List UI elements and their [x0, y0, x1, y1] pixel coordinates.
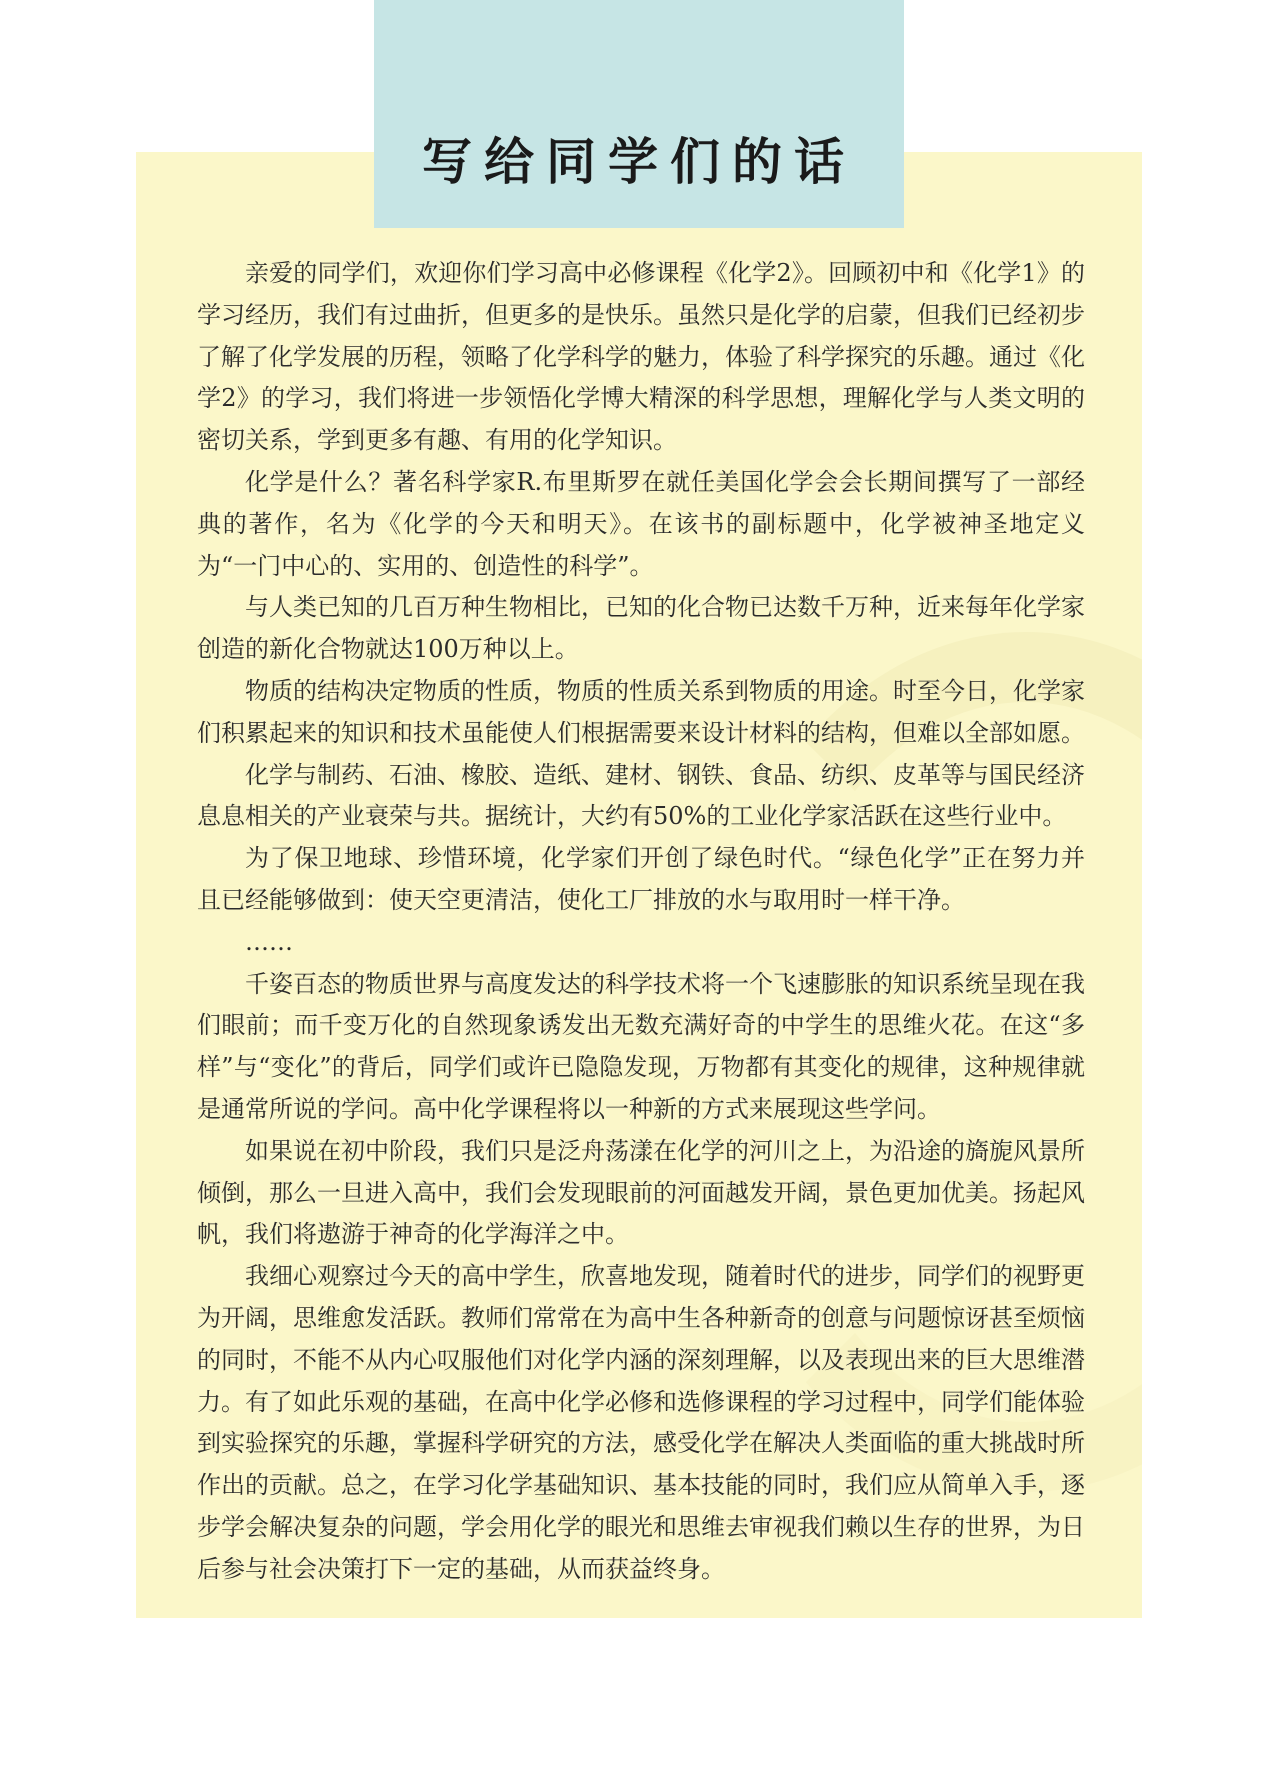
paragraph: 与人类已知的几百万种生物相比，已知的化合物已达数千万种，近来每年化学家创造的新化合物就达100万种以上。: [197, 593, 1085, 664]
paragraph: 化学是什么？著名科学家R.布里斯罗在就任美国化学会会长期间撰写了一部经典的著作，名为《化学的今天和明天》。在该书的副标题中，化学被神圣地定义为“一门中心的、实用的、创造性的科学”。: [197, 467, 1085, 580]
paragraph: 我细心观察过今天的高中学生，欣喜地发现，随着时代的进步，同学们的视野更为开阔，思维愈发活跃。教师们常常在为高中生各种新奇的创意与问题惊讶甚至烦恼的同时，不能不从内心叹服他们对化学内涵的深刻理解，以及表现出来的巨大思维潜力。有了如此乐观的基础，在高中化学必修和选修课程的学习过程中，同学们能体验到实验探究的乐趣，掌握科学研究的方法，感受化学在解决人类面临的重大挑战时所作出的贡献。总之，在学习化学基础知识、基本技能的同时，我们应从简单入手，逐步学会解决复杂的问题，学会用化学的眼光和思维去审视我们赖以生存的世界，为日后参与社会决策打下一定的基础，从而获益终身。: [197, 1262, 1085, 1583]
paragraph: 千姿百态的物质世界与高度发达的科学技术将一个飞速膨胀的知识系统呈现在我们眼前；而千变万化的自然现象诱发出无数充满好奇的中学生的思维火花。在这“多样”与“变化”的背后，同学们或许已隐隐发现，万物都有其变化的规律，这种规律就是通常所说的学问。高中化学课程将以一种新的方式来展现这些学问。: [197, 969, 1085, 1123]
ellipsis: ……: [245, 927, 293, 956]
page-title: 写给同学们的话: [422, 133, 856, 191]
letter-body: [197, 253, 1085, 1591]
paragraph: 如果说在初中阶段，我们只是泛舟荡漾在化学的河川之上，为沿途的旖旎风景所倾倒，那么一旦进入高中，我们会发现眼前的河面越发开阔，景色更加优美。扬起风帆，我们将遨游于神奇的化学海洋之中。: [197, 1136, 1085, 1249]
paragraph: 物质的结构决定物质的性质，物质的性质关系到物质的用途。时至今日，化学家们积累起来的知识和技术虽能使人们根据需要来设计材料的结构，但难以全部如愿。: [197, 676, 1085, 747]
paragraph: 为了保卫地球、珍惜环境，化学家们开创了绿色时代。“绿色化学”正在努力并且已经能够做到：使天空更清洁，使化工厂排放的水与取用时一样干净。: [197, 844, 1085, 914]
paragraph: 化学与制药、石油、橡胶、造纸、建材、钢铁、食品、纺织、皮革等与国民经济息息相关的产业衰荣与共。据统计，大约有50%的工业化学家活跃在这些行业中。: [197, 760, 1085, 831]
paragraph: 亲爱的同学们，欢迎你们学习高中必修课程《化学2》。回顾初中和《化学1》的学习经历，我们有过曲折，但更多的是快乐。虽然只是化学的启蒙，但我们已经初步了解了化学发展的历程，领略了化学科学的魅力，体验了科学探究的乐趣。通过《化学2》的学习，我们将进一步领悟化学博大精深的科学思想，理解化学与人类文明的密切关系，学到更多有趣、有用的化学知识。: [197, 259, 1085, 455]
